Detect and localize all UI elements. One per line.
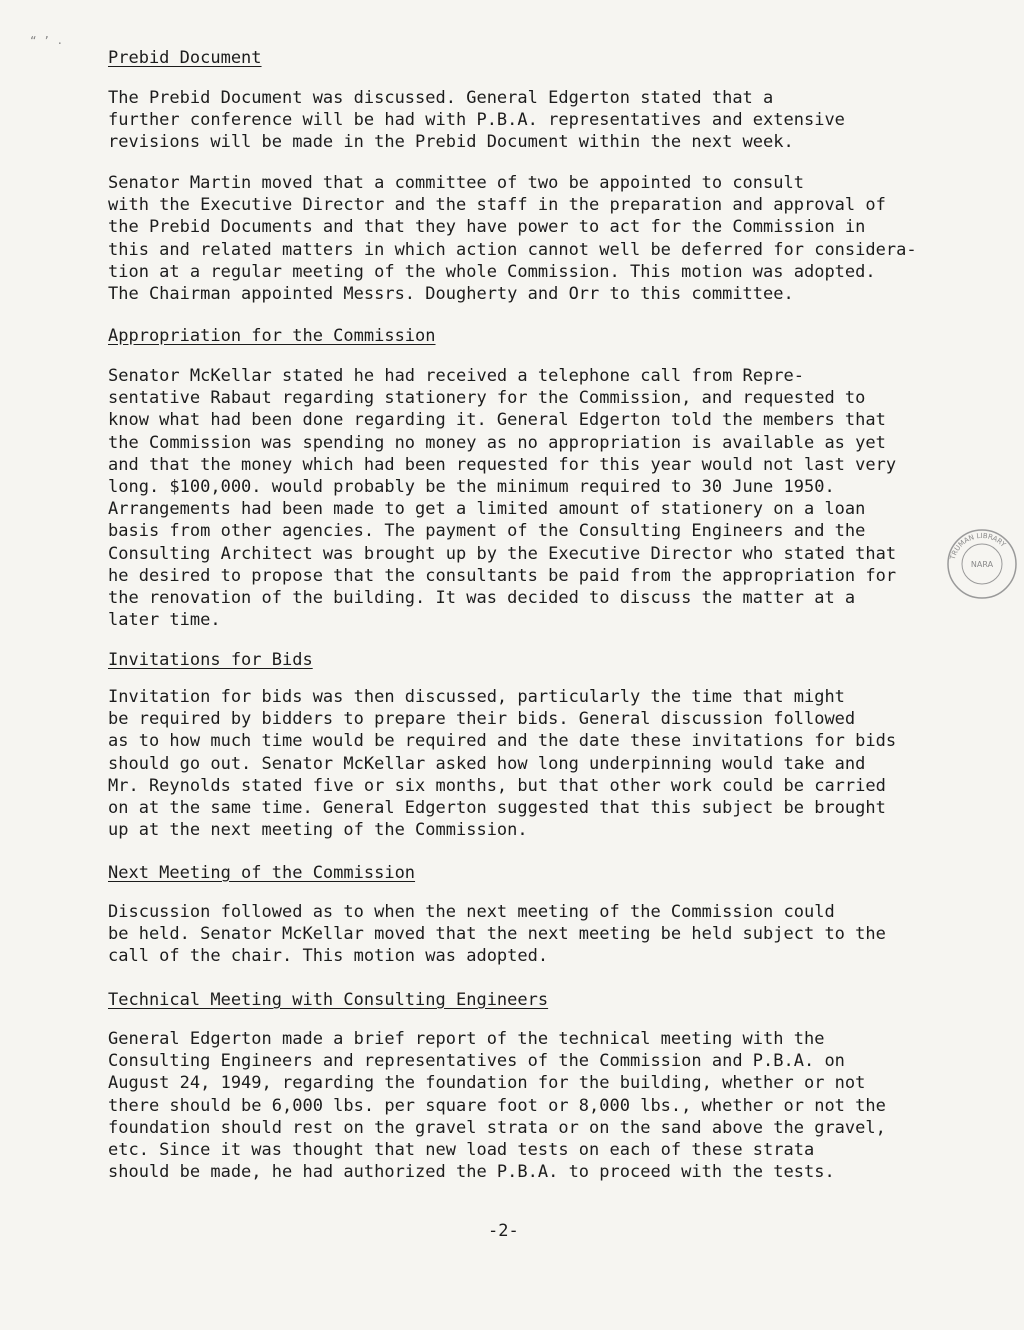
heading-appropriation: Appropriation for the Commission xyxy=(108,326,436,346)
heading-technical-meeting: Technical Meeting with Consulting Engineers xyxy=(108,990,549,1010)
heading-invitations-for-bids: Invitations for Bids xyxy=(108,650,313,670)
stamp-center-text: NARA xyxy=(970,560,994,569)
paragraph-prebid-2: Senator Martin moved that a committee of two be appointed to consult with the Executive Director and the staff in the preparation and approval of the Prebid Documents and that they have power to act for the Commission in this and related matters in which action cannot well be deferred for considera- tion at a regular meeting of the whole Commission. This motion was adopted. The Chairman appointed Messrs. Dougherty and Orr to this committee. xyxy=(108,173,917,305)
library-stamp xyxy=(940,520,1024,604)
paragraph-next-meeting: Discussion followed as to when the next meeting of the Commission could be held. Senator McKellar moved that the next meeting be held subject to the call of the chair. This motion was adopted. xyxy=(108,902,886,967)
stamp-top-text: TRUMAN LIBRARY xyxy=(948,531,1008,561)
page-number: -2- xyxy=(488,1221,519,1241)
paragraph-technical-meeting: General Edgerton made a brief report of the technical meeting with the Consulting Engineers and representatives of the Commission and P.B.A. on August 24, 1949, regarding the foundation for the building, whether or not there should be 6,000 lbs. per square foot or 8,000 lbs., whether or not the foundation should rest on the gravel strata or on the sand above the gravel, etc. Since it was thought that new load tests on each of these strata should be made, he had authorized the P.B.A. to proceed with the tests. xyxy=(108,1029,886,1183)
corner-mark: “ ’ . xyxy=(30,34,64,47)
paragraph-appropriation: Senator McKellar stated he had received a telephone call from Repre- sentative Rabaut regarding stationery for the Commission, and requested to know what had been done regarding it. General Edgerton told the members that the Commission was spending no money as no appropriation is available as yet and that the money which had been requested for this year would not last very long. $100,000. would probably be the minimum required to 30 June 1950. Arrangements had been made to get a limited amount of stationery on a loan basis from other agencies. The payment of the Consulting Engineers and the Consulting Architect was brought up by the Executive Director who stated that he desired to propose that the consultants be paid from the appropriation for the renovation of the building. It was decided to discuss the matter at a later time. xyxy=(108,366,897,631)
paragraph-prebid-1: The Prebid Document was discussed. General Edgerton stated that a further conference will be had with P.B.A. representatives and extensive revisions will be made in the Prebid Document within the next week. xyxy=(108,88,845,153)
heading-next-meeting: Next Meeting of the Commission xyxy=(108,863,416,883)
paragraph-invitations: Invitation for bids was then discussed, particularly the time that might be required by bidders to prepare their bids. General discussion followed as to how much time would be required and the date these invitations for bids should go out. Senator McKellar asked how long underpinning would take and Mr. Reynolds stated five or six months, but that other work could be carried on at the same time. General Edgerton suggested that this subject be brought up at the next meeting of the Commission. xyxy=(108,687,897,841)
heading-prebid-document: Prebid Document xyxy=(108,48,262,68)
